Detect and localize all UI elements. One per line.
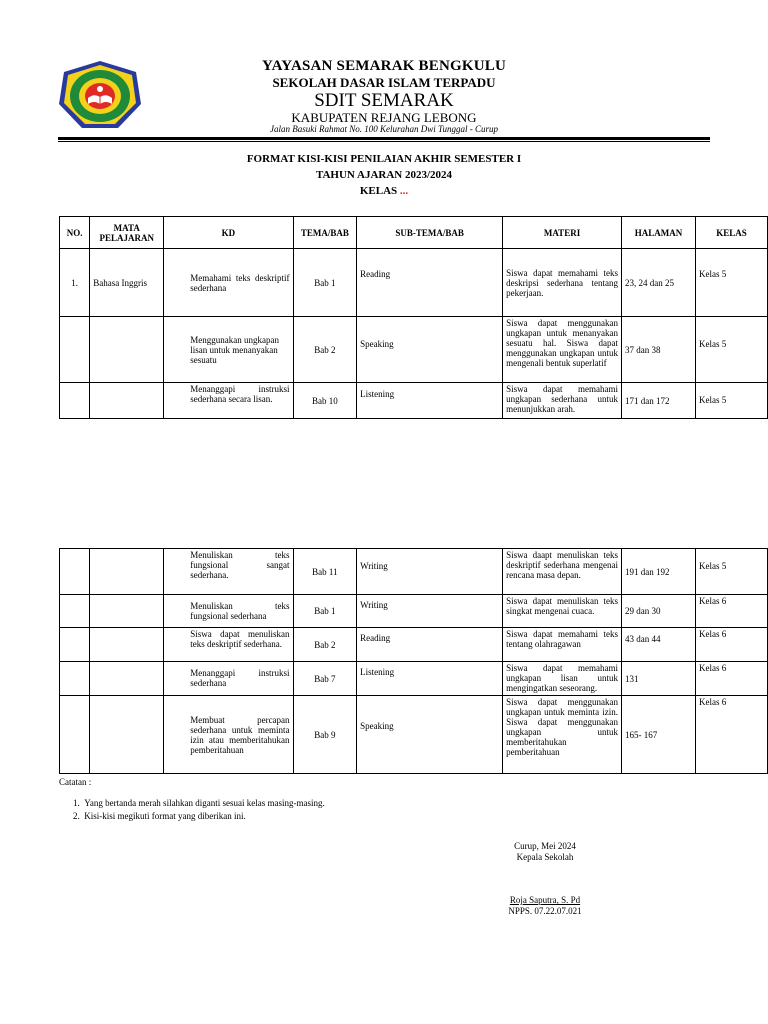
cell-kelas: Kelas 5	[696, 317, 768, 383]
cell-tema: Bab 7	[293, 662, 357, 696]
cell-tema: Bab 2	[293, 628, 357, 662]
cell-no	[60, 696, 90, 774]
table-row	[60, 383, 768, 419]
cell-kd: Siswa dapat menuliskan teks deskriptif sederhana.	[164, 628, 293, 662]
signature-id-number: NPPS. 07.22.07.021	[508, 906, 582, 916]
cell-subtema: Listening	[357, 383, 503, 419]
cell-subtema: Reading	[357, 628, 503, 662]
cell-halaman: 43 dan 44	[621, 628, 695, 662]
col-header-tema: TEMA/BAB	[293, 217, 357, 249]
cell-halaman: 191 dan 192	[621, 549, 695, 595]
cell-halaman: 165- 167	[621, 696, 695, 774]
school-name: SDIT SEMARAK	[314, 90, 454, 111]
cell-subtema: Listening	[357, 662, 503, 696]
cell-kelas: Kelas 6	[696, 662, 768, 696]
cell-kd: Membuat percapan sederhana untuk meminta izin atau memberitahukan pemberitahuan	[164, 696, 293, 774]
table-row	[60, 595, 768, 628]
note-number: 2.	[73, 811, 85, 821]
signatory-name: Roja Saputra, S. Pd	[509, 895, 581, 905]
cell-no	[60, 595, 90, 628]
note-text: Yang bertanda merah silahkan diganti sesuai kelas masing-masing.	[84, 798, 325, 808]
cell-materi: Siswa dapat memahami ungkapan sederhana untuk menunjukkan arah.	[503, 383, 622, 419]
table-row	[60, 249, 768, 317]
cell-subtema: Speaking	[357, 696, 503, 774]
cell-mapel	[90, 383, 164, 419]
cell-halaman: 171 dan 172	[621, 383, 695, 419]
cell-materi: Siswa dapat memahami teks tentang olahragawan	[503, 628, 622, 662]
cell-kd: Menggunakan ungkapan lisan untuk menanyakan sesuatu	[164, 317, 293, 383]
class-placeholder: ...	[399, 185, 409, 197]
note-number: 1.	[73, 798, 85, 808]
cell-halaman: 131	[621, 662, 695, 696]
class-label: KELAS	[359, 185, 400, 197]
note-item-2	[73, 811, 246, 821]
doc-title-line2: TAHUN AJARAN 2023/2024	[315, 169, 453, 181]
cell-no	[60, 628, 90, 662]
cell-no: 1.	[60, 249, 90, 317]
cell-mapel: Bahasa Inggris	[90, 249, 164, 317]
kisi-kisi-table	[59, 216, 768, 419]
cell-no	[60, 549, 90, 595]
col-header-subtema: SUB-TEMA/BAB	[357, 217, 503, 249]
doc-title-line3	[160, 185, 608, 197]
table-row	[60, 696, 768, 774]
cell-mapel	[90, 662, 164, 696]
foundation-name: YAYASAN SEMARAK BENGKULU	[261, 58, 507, 74]
note-item-1	[73, 798, 325, 808]
cell-materi: Siswa dapat menuliskan teks singkat mengenai cuaca.	[503, 595, 622, 628]
cell-materi: Siswa dapat memahami ungkapan lisan untuk mengingatkan seseorang.	[503, 662, 622, 696]
letterhead-rule-thin	[58, 141, 710, 142]
col-header-no: NO.	[60, 217, 90, 249]
table-header-row	[60, 217, 768, 249]
cell-tema: Bab 1	[293, 595, 357, 628]
signature-position: Kepala Sekolah	[516, 852, 574, 862]
table-row	[60, 628, 768, 662]
col-header-kd: KD	[164, 217, 293, 249]
cell-kd: Menuliskan teks fungsional sangat sederhana.	[164, 549, 293, 595]
cell-tema: Bab 1	[293, 249, 357, 317]
cell-subtema: Writing	[357, 595, 503, 628]
cell-mapel	[90, 317, 164, 383]
school-address: Jalan Basuki Rahmat No. 100 Kelurahan Dwi Tunggal - Curup	[269, 124, 498, 134]
table-row	[60, 662, 768, 696]
col-header-mapel: MATA PELAJARAN	[90, 217, 164, 249]
cell-subtema: Speaking	[357, 317, 503, 383]
cell-tema: Bab 11	[293, 549, 357, 595]
cell-kd: Menanggapi instruksi sederhana	[164, 662, 293, 696]
cell-kd: Menanggapi instruksi sederhana secara lisan.	[164, 383, 293, 419]
cell-no	[60, 662, 90, 696]
doc-title-line1: FORMAT KISI-KISI PENILAIAN AKHIR SEMESTER I	[246, 153, 522, 165]
kisi-kisi-table-continued	[59, 548, 768, 774]
cell-kelas: Kelas 6	[696, 696, 768, 774]
signature-place-date: Curup, Mei 2024	[514, 841, 576, 851]
cell-subtema: Writing	[357, 549, 503, 595]
cell-kelas: Kelas 5	[696, 383, 768, 419]
cell-kd: Menuliskan teks fungsional sederhana	[164, 595, 293, 628]
cell-kelas: Kelas 5	[696, 249, 768, 317]
signature-name	[460, 895, 630, 905]
cell-materi: Siswa dapat menggunakan ungkapan untuk menanyakan sesuatu hal. Siswa dapat menggunakan ungkapan untuk mengenali bentuk superlatif	[503, 317, 622, 383]
table-row	[60, 549, 768, 595]
col-header-materi: MATERI	[503, 217, 622, 249]
cell-kelas: Kelas 6	[696, 595, 768, 628]
cell-no	[60, 383, 90, 419]
cell-mapel	[90, 696, 164, 774]
cell-tema: Bab 2	[293, 317, 357, 383]
school-logo	[58, 60, 142, 130]
notes-heading: Catatan :	[59, 777, 92, 787]
col-header-halaman: HALAMAN	[621, 217, 695, 249]
cell-halaman: 37 dan 38	[621, 317, 695, 383]
cell-subtema: Reading	[357, 249, 503, 317]
cell-tema: Bab 9	[293, 696, 357, 774]
cell-mapel	[90, 595, 164, 628]
cell-mapel	[90, 549, 164, 595]
cell-tema: Bab 10	[293, 383, 357, 419]
cell-kelas: Kelas 6	[696, 628, 768, 662]
cell-materi: Siswa dapat menggunakan ungkapan untuk meminta izin. Siswa dapat menggunakan ungkapan untuk memberitahukan pemberitahuan	[503, 696, 622, 774]
regency-name: KABUPATEN REJANG LEBONG	[291, 110, 477, 125]
cell-materi: Siswa daapt menuliskan teks deskriptif sederhana mengenai rencana masa depan.	[503, 549, 622, 595]
cell-materi: Siswa dapat memahami teks deskripsi sederhana tentang pekerjaan.	[503, 249, 622, 317]
school-type: SEKOLAH DASAR ISLAM TERPADU	[272, 75, 496, 90]
cell-halaman: 29 dan 30	[621, 595, 695, 628]
cell-no	[60, 317, 90, 383]
note-text: Kisi-kisi megikuti format yang diberikan ini.	[84, 811, 246, 821]
cell-mapel	[90, 628, 164, 662]
col-header-kelas: KELAS	[696, 217, 768, 249]
table-row	[60, 317, 768, 383]
cell-kd: Memahami teks deskriptif sederhana	[164, 249, 293, 317]
letterhead-rule-thick	[58, 137, 710, 140]
cell-halaman: 23, 24 dan 25	[621, 249, 695, 317]
cell-kelas: Kelas 5	[696, 549, 768, 595]
